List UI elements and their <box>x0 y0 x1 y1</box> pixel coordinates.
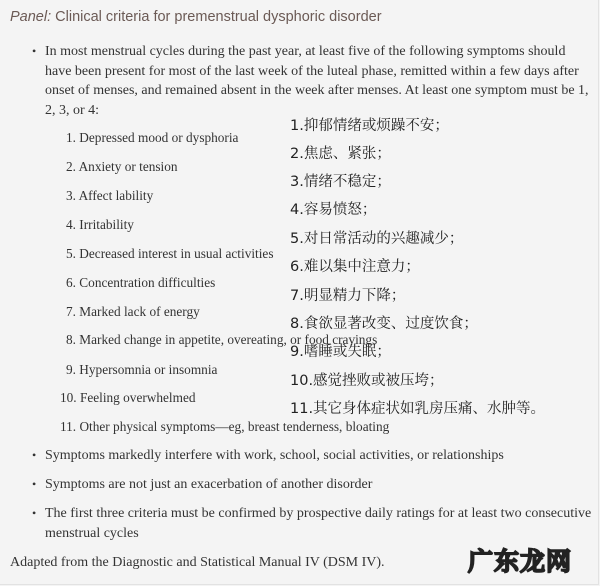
symptom-zh-5: 5.对日常活动的兴趣减少； <box>290 231 464 247</box>
criterion-text: In most menstrual cycles during the past year, at least five of the following symptoms should have been present for most of the last week of the luteal phase, remitted within a few days after onset of menses, and remained absent in the week after menses. At least one symptom must be 1, 2, 3, or 4: <box>45 44 589 118</box>
watermark-logo: 广东龙网 <box>468 547 573 576</box>
symptom-zh-7: 7.明显精力下降； <box>290 288 406 304</box>
symptom-en-10: 10. Feeling overwhelmed <box>60 390 196 405</box>
bullet-icon: • <box>32 448 37 462</box>
bullet-icon: • <box>32 44 37 58</box>
criterion-text: Symptoms are not just an exacerbation of another disorder <box>45 477 373 492</box>
symptom-en-1: 1. Depressed mood or dysphoria <box>66 130 239 145</box>
criterion-2 <box>32 446 593 466</box>
symptom-zh-11: 11.其它身体症状如乳房压痛、水肿等。 <box>290 401 546 417</box>
symptom-en-3: 3. Affect lability <box>66 188 154 203</box>
panel-title <box>10 9 382 25</box>
symptom-en-8: 8. Marked change in appetite, overeating, or food cravings <box>66 332 378 347</box>
symptom-zh-2: 2.焦虑、紧张； <box>290 146 391 162</box>
symptom-zh-4: 4.容易愤怒； <box>290 202 377 218</box>
symptom-en-2: 2. Anxiety or tension <box>66 159 178 174</box>
symptom-en-7: 7. Marked lack of energy <box>66 304 200 319</box>
criterion-text: Symptoms markedly interfere with work, school, social activities, or relationships <box>45 448 504 463</box>
symptom-en-5: 5. Decreased interest in usual activities <box>66 246 274 261</box>
bullet-icon: • <box>32 506 37 520</box>
symptom-en-4: 4. Irritability <box>66 217 134 232</box>
symptom-zh-10: 10.感觉挫败或被压垮； <box>290 373 444 389</box>
symptom-en-9: 9. Hypersomnia or insomnia <box>66 362 218 377</box>
criterion-3 <box>32 475 593 495</box>
symptom-zh-9: 9.嗜睡或失眠； <box>290 344 391 360</box>
symptom-zh-3: 3.情绪不稳定； <box>290 174 391 190</box>
criterion-1 <box>32 42 593 120</box>
symptom-zh-6: 6.难以集中注意力； <box>290 259 420 275</box>
symptom-en-11: 11. Other physical symptoms—eg, breast tenderness, bloating <box>60 419 390 434</box>
bullet-icon: • <box>32 477 37 491</box>
criterion-4 <box>32 504 593 543</box>
symptom-zh-1: 1.抑郁情绪或烦躁不安； <box>290 118 449 134</box>
panel-title-text: Clinical criteria for premenstrual dysphoric disorder <box>51 9 382 25</box>
panel-title-prefix: Panel: <box>10 9 52 25</box>
symptom-en-6: 6. Concentration difficulties <box>66 275 216 290</box>
criterion-text: The first three criteria must be confirmed by prospective daily ratings for at least two consecutive menstrual cycles <box>45 506 592 541</box>
symptom-zh-8: 8.食欲显著改变、过度饮食； <box>290 316 478 332</box>
source-note: Adapted from the Diagnostic and Statistical Manual IV (DSM IV). <box>10 555 385 570</box>
